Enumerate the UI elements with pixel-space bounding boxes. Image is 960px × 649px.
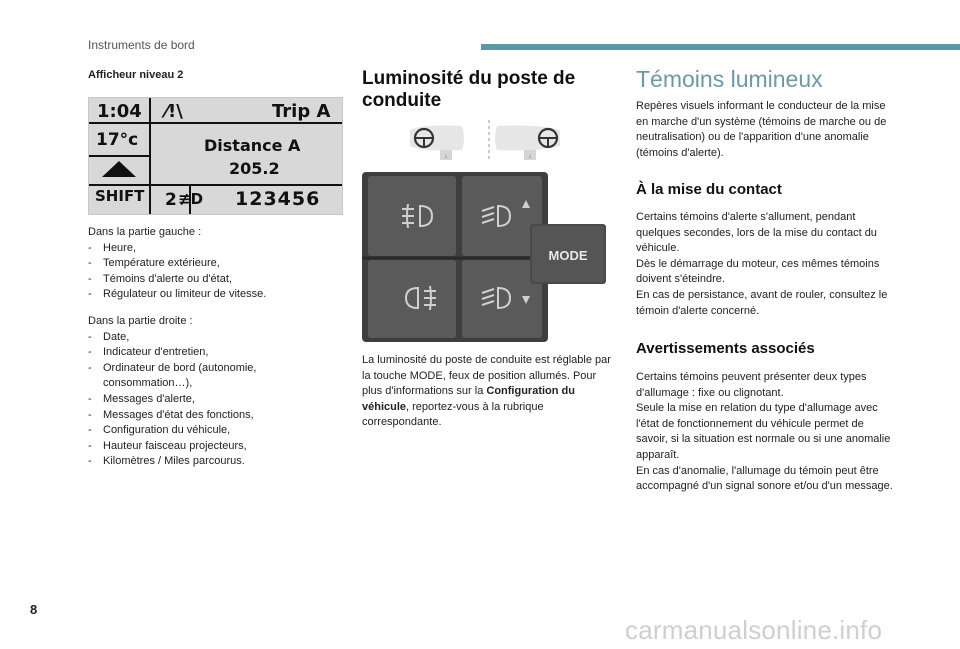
lcd-trip: Trip A — [272, 101, 331, 122]
ignition-text — [636, 210, 891, 319]
vehicle-config-reference: Configuration du véhicule — [362, 385, 575, 413]
warning-triangle-icon: ⁄!\ — [165, 101, 183, 122]
steering-wheel-right-icon — [495, 126, 560, 161]
lcd-distance-value: 205.2 — [229, 159, 280, 178]
warnings-p3: En cas d'anomalie, l'allumage du témoin peut être accompagné d'un signal sonore et/ou d'un message. — [636, 464, 893, 493]
brightness-heading — [362, 68, 612, 112]
left-part-list — [88, 241, 343, 303]
warning-lamps-intro: Repères visuels informant le conducteur de la mise en marche d'un système (témoins de marche ou de neutralisation) ou de l'apparition d'une anomalie (témoins d'alerte). — [636, 100, 887, 159]
lcd-time: 1:04 — [97, 101, 142, 122]
lcd-display-illustration — [88, 97, 343, 215]
warnings-p2: Seule la mise en relation du type d'allumage avec l'état de fonctionnement du véhicule permet de savoir, si la situation est normale ou si une anomalie apparaît. — [636, 402, 891, 461]
list-item: - Date, — [88, 330, 283, 346]
right-part-block — [88, 314, 283, 470]
svg-text:↓: ↓ — [528, 153, 532, 160]
running-header: Instruments de bord — [88, 38, 195, 52]
list-item: - Messages d'état des fonctions, — [88, 408, 283, 424]
brightness-text-end: , reportez-vous à la rubrique correspondante. — [362, 400, 544, 429]
lcd-temperature: 17°c — [96, 130, 139, 150]
list-item: - Kilomètres / Miles parcourus. — [88, 454, 283, 470]
list-item: - Indicateur d'entretien, — [88, 345, 283, 361]
left-part-intro: Dans la partie gauche : — [88, 226, 202, 238]
lcd-odometer: 123456 — [235, 188, 321, 210]
left-part-block — [88, 225, 343, 303]
lcd-shift: SHIFT — [95, 187, 145, 205]
steering-wheel-left-icon — [410, 126, 464, 161]
associated-warnings-text — [636, 370, 894, 495]
brightness-heading-line1: Luminosité du poste de — [362, 68, 576, 89]
warnings-p1: Certains témoins peuvent présenter deux types d'allumage : fixe ou clignotant. — [636, 371, 867, 399]
mode-button-label: MODE — [548, 248, 588, 263]
associated-warnings-heading: Avertissements associés — [636, 340, 815, 357]
shift-arrow-icon — [101, 160, 137, 178]
mode-button-illustration — [362, 116, 610, 344]
ignition-heading: À la mise du contact — [636, 181, 782, 198]
brightness-text-start: La luminosité du poste de conduite est réglable par la touche MODE, feux de position allumés. Pour plus d'informations sur la — [362, 354, 611, 398]
header-accent-bar — [481, 44, 960, 50]
list-item: - Régulateur ou limiteur de vitesse. — [88, 287, 343, 303]
list-item: - Configuration du véhicule, — [88, 423, 283, 439]
svg-text:↓: ↓ — [444, 153, 448, 160]
brightness-paragraph — [362, 353, 612, 431]
display-level-heading: Afficheur niveau 2 — [88, 69, 184, 81]
list-item: - Température extérieure, — [88, 256, 343, 272]
page-number: 8 — [30, 602, 38, 617]
lcd-distance-label: Distance A — [204, 136, 301, 155]
headlamp-level-icon: ≢D — [178, 190, 204, 208]
right-part-intro: Dans la partie droite : — [88, 315, 193, 327]
ignition-p2: Dès le démarrage du moteur, ces mêmes témoins doivent s'éteindre. — [636, 257, 880, 286]
lcd-gear: 2 — [165, 190, 177, 210]
list-item: - Témoins d'alerte ou d'état, — [88, 272, 343, 288]
list-item: - Hauteur faisceau projecteurs, — [88, 439, 283, 455]
list-item: - Messages d'alerte, — [88, 392, 283, 408]
ignition-p1: Certains témoins d'alerte s'allument, pendant quelques secondes, lors de la mise du contact du véhicule. — [636, 211, 877, 255]
list-item: - Heure, — [88, 241, 343, 257]
watermark: carmanualsonline.info — [625, 615, 883, 645]
warning-lamps-heading: Témoins lumineux — [636, 66, 823, 92]
brightness-heading-line2: conduite — [362, 90, 442, 111]
list-item: - Ordinateur de bord (autonomie, consommation…), — [88, 361, 283, 392]
ignition-p3: En cas de persistance, avant de rouler, consultez le témoin d'alerte concerné. — [636, 288, 888, 317]
right-part-list — [88, 330, 283, 470]
